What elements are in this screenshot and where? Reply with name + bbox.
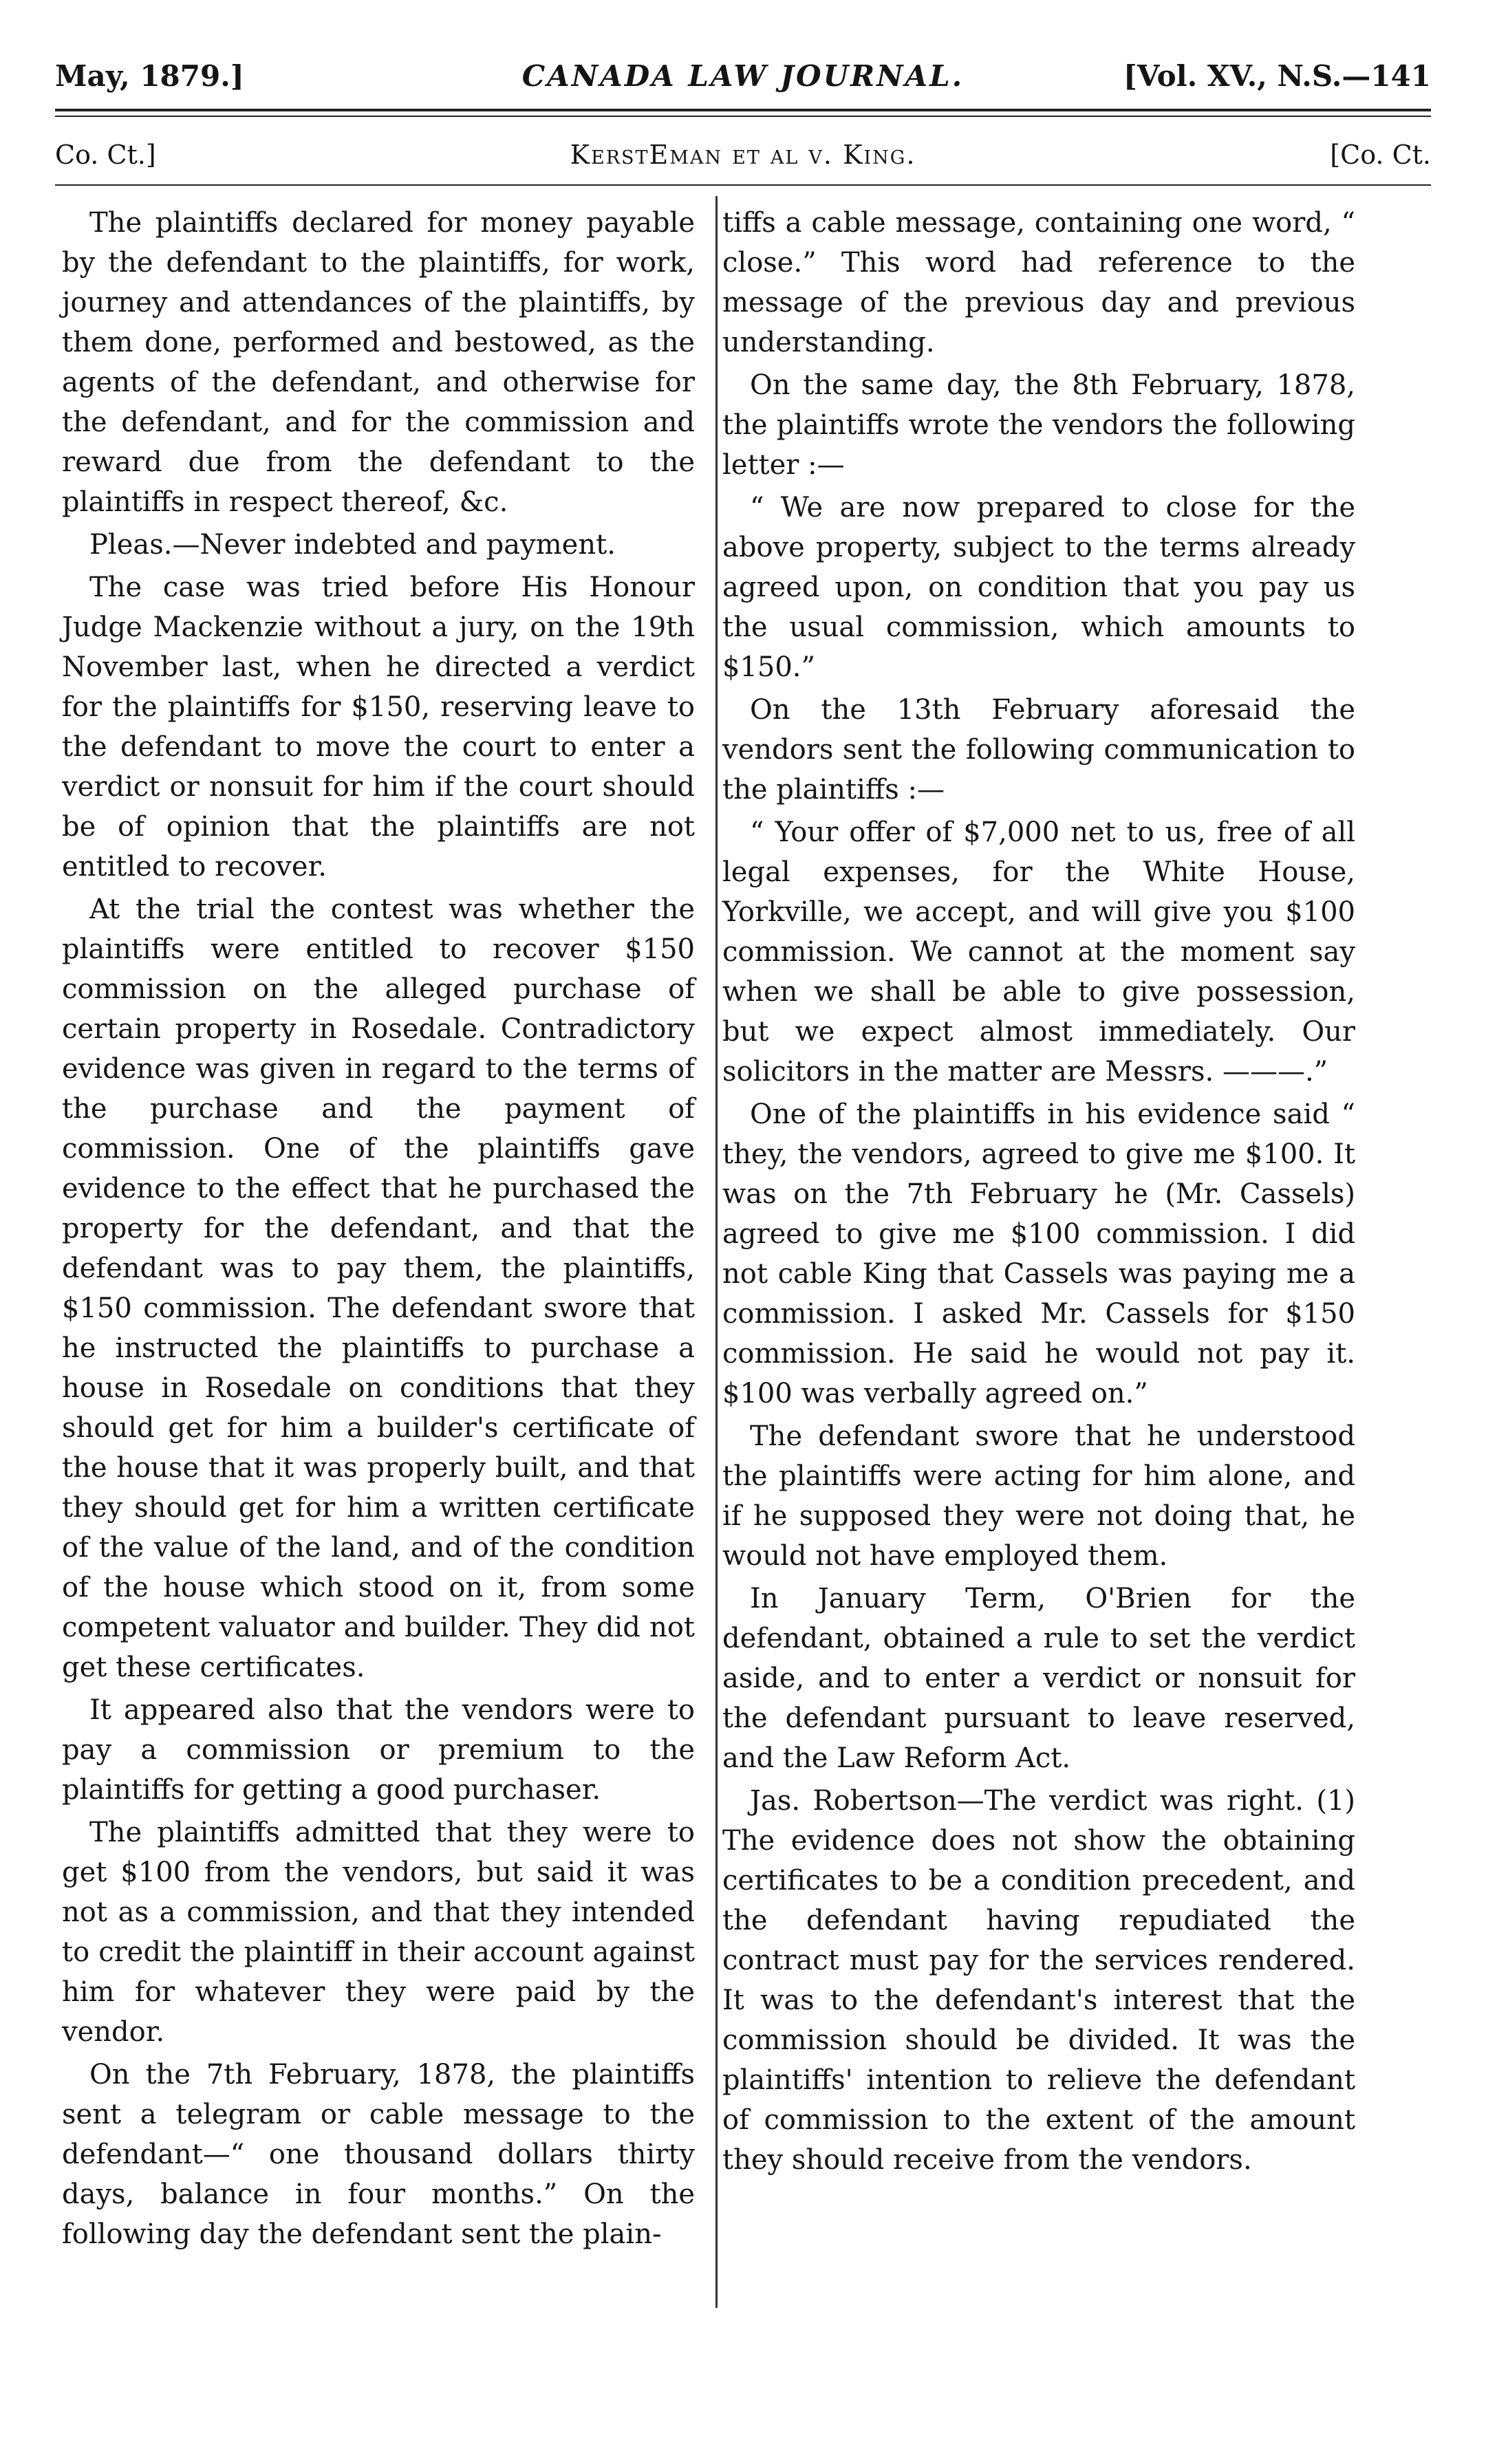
paragraph: Jas. Robertson—The verdict was right. (1) The evidence does not show the obtaining certificates to be a condition precedent, and the defendant having repudiated the contract must pay for the services rendered. It was to the defendant's interest that the commission should be divided. It was the plaintiffs' intention to relieve the defendant of commission to the extent of the amount they should receive from the vendors. [722, 1785, 1355, 2176]
case-title: KerstEman et al v. King. [570, 140, 916, 170]
journal-title: CANADA LAW JOURNAL. [521, 59, 965, 93]
paragraph: The plaintiffs declared for money payable by the defendant to the plaintiffs, for work, journey and attendances of the plaintiffs, by them done, performed and bestowed, as the agents of the defendant, and otherwise for the defendant, and for the commission and reward due from the defendant to the plaintiffs in respect thereof, &c. [62, 207, 695, 518]
right-column [722, 203, 1355, 2183]
paragraph: One of the plaintiffs in his evidence said “ they, the vendors, agreed to give me $100. It was on the 7th February he (Mr. Cassels) agreed to give me $100 commission. I did not cable King that Cassels was paying me a commission. I asked Mr. Cassels for $150 commission. He said he would not pay it. $100 was verbally agreed on.” [722, 1099, 1355, 1409]
volume-page: [Vol. XV., N.S.—141 [1123, 59, 1431, 93]
case-subheader [55, 134, 1431, 182]
header-rule-bottom [55, 116, 1431, 117]
paragraph-pleas: Pleas.—Never indebted and payment. [89, 529, 616, 561]
court-right: [Co. Ct. [1330, 140, 1431, 170]
paragraph-continued: tiffs a cable message, containing one word, “ close.” This word had reference to the message of the previous day and previous understanding. [722, 207, 1355, 358]
running-header [55, 55, 1431, 110]
header-date: May, 1879.] [55, 59, 244, 93]
paragraph: In January Term, O'Brien for the defendant, obtained a rule to set the verdict aside, and to enter a verdict or nonsuit for the defendant pursuant to leave reserved, and the Law Reform Act. [722, 1583, 1355, 1774]
paragraph: At the trial the contest was whether the plaintiffs were entitled to recover $150 commission on the alleged purchase of certain property in Rosedale. Contradictory evidence was given in regard to the terms of the purchase and the payment of commission. One of the plaintiffs gave evidence to the effect that he purchased the property for the defendant, and that the defendant was to pay them, the plaintiffs, $150 commission. The defendant swore that he instructed the plaintiffs to purchase a house in Rosedale on conditions that they should get for him a builder's certificate of the house that it was properly built, and that they should get for him a written certificate of the value of the land, and of the condition of the house which stood on it, from some competent valuator and builder. They did not get these certificates. [62, 894, 695, 1683]
column-divider [715, 196, 718, 2308]
paragraph: On the same day, the 8th February, 1878, the plaintiffs wrote the vendors the following letter :— [722, 369, 1355, 481]
paragraph: The plaintiffs admitted that they were to get $100 from the vendors, but said it was not as a commission, and that they intended to credit the plaintiff in their account against him for whatever they were paid by the vendor. [62, 1817, 695, 2048]
paragraph: It appeared also that the vendors were to pay a commission or premium to the plaintiffs for getting a good purchaser. [62, 1694, 695, 1806]
paragraph: On the 13th February aforesaid the vendors sent the following communication to the plaintiffs :— [722, 694, 1355, 806]
paragraph: The case was tried before His Honour Judge Mackenzie without a jury, on the 19th November last, when he directed a verdict for the plaintiffs for $150, reserving leave to the defendant to move the court to enter a verdict or nonsuit for him if the court should be of opinion that the plaintiffs are not entitled to recover. [62, 572, 695, 883]
paragraph: The defendant swore that he understood the plaintiffs were acting for him alone, and if he supposed they were not doing that, he would not have employed them. [722, 1420, 1355, 1572]
left-column [62, 203, 695, 2257]
quoted-communication: “ Your offer of $7,000 net to us, free of all legal expenses, for the White House, Yorkville, we accept, and will give you $100 commission. We cannot at the moment say when we shall be able to give possession, but we expect almost immediately. Our solicitors in the matter are Messrs. ———.” [722, 817, 1355, 1088]
paragraph: On the 7th February, 1878, the plaintiffs sent a telegram or cable message to the defendant—“ one thousand dollars thirty days, balance in four months.” On the following day the defendant sent the plain- [62, 2059, 695, 2250]
quoted-letter: “ We are now prepared to close for the above property, subject to the terms already agreed upon, on condition that you pay us the usual commission, which amounts to $150.” [722, 492, 1355, 683]
court-left: Co. Ct.] [55, 140, 156, 170]
header-rule-top [55, 109, 1431, 111]
subheader-rule [55, 184, 1431, 186]
